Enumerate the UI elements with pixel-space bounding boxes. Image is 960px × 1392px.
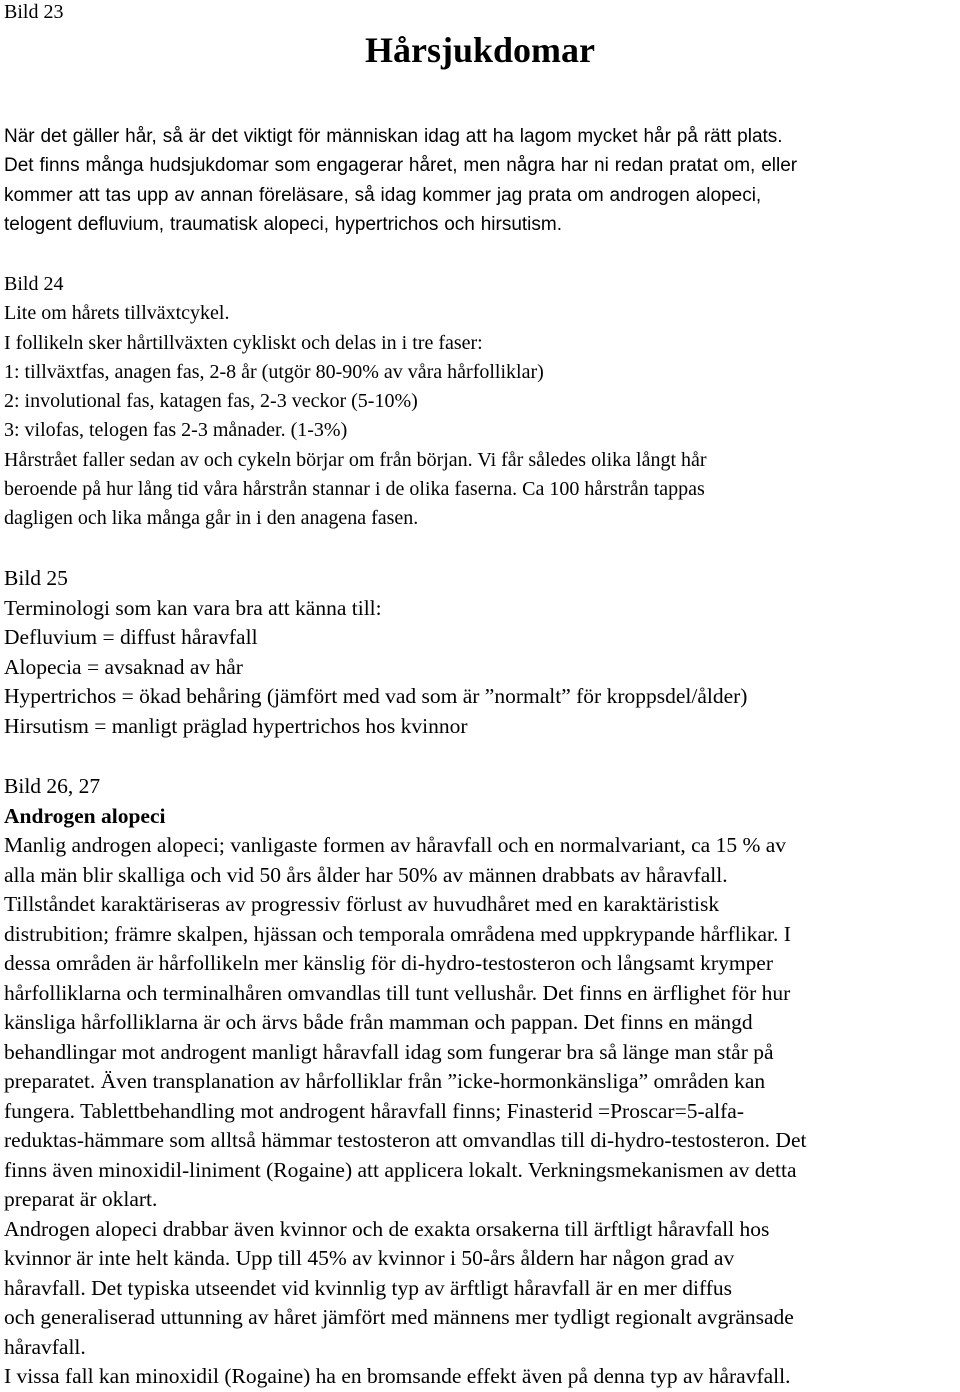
text-line: I vissa fall kan minoxidil (Rogaine) ha en bromsande effekt även på denna typ av håravfall. [4, 1364, 791, 1388]
intro-line: kommer att tas upp av annan föreläsare, så idag kommer jag prata om androgen alopeci, [4, 184, 762, 206]
text-line: Hårstrået faller sedan av och cykeln börjar om från början. Vi får således olika långt hår [4, 448, 707, 471]
text-line: preparatet. Även transplanation av hårfolliklar från ”icke-hormonkänsliga” områden kan [4, 1069, 766, 1093]
section-label: Bild 24 [4, 273, 64, 295]
text-line: preparat är oklart. [4, 1187, 158, 1211]
text-line: fungera. Tablettbehandling mot androgent håravfall finns; Finasterid =Proscar=5-alfa- [4, 1098, 744, 1123]
intro-line: Det finns många hudsjukdomar som engagerar håret, men några har ni redan pratat om, eller [4, 155, 798, 177]
text-line: kvinnor är inte helt kända. Upp till 45% av kvinnor i 50-års åldern har någon grad av [4, 1246, 735, 1270]
text-line: distrubition; främre skalpen, hjässan och temporala områdena med uppkrypande hårflikar. I [4, 921, 791, 946]
text-line: håravfall. [4, 1334, 86, 1359]
section-hair-growth-cycle [4, 270, 956, 534]
text-line: och generaliserad uttunning av håret jämfört med männens mer tydligt regionalt avgränsade [4, 1305, 794, 1329]
text-line: finns även minoxidil-liniment (Rogaine) att applicera lokalt. Verkningsmekanismen av detta [4, 1157, 797, 1182]
text-line: reduktas-hämmare som alltså hämmar testosteron att omvandlas till di-hydro-testosteron. Det [4, 1128, 807, 1152]
text-line: Terminologi som kan vara bra att känna till: [4, 595, 382, 620]
text-line: behandlingar mot androgent manligt håravfall idag som fungerar bra så länge man står på [4, 1039, 774, 1064]
text-line: I follikeln sker hårtillväxten cykliskt och delas in i tre faser: [4, 331, 483, 354]
intro-line: När det gäller hår, så är det viktigt för människan idag att ha lagom mycket hår på rätt plats. [4, 126, 783, 147]
text-line: dagligen och lika många går in i den anagena fasen. [4, 507, 419, 530]
text-line: Defluvium = diffust håravfall [4, 625, 258, 649]
page-title: Hårsjukdomar [364, 30, 595, 70]
intro-paragraph [4, 122, 956, 240]
text-line: beroende på hur lång tid våra hårstrån stannar i de olika faserna. Ca 100 hårstrån tappas [4, 478, 705, 501]
section-label: Bild 25 [4, 566, 68, 590]
section-androgenic-alopecia [4, 772, 956, 1392]
text-line: 2: involutional fas, katagen fas, 2-3 veckor (5-10%) [4, 390, 418, 413]
text-line: alla män blir skalliga och vid 50 års ålder har 50% av männen drabbats av håravfall. [4, 862, 728, 887]
text-line: Alopecia = avsaknad av hår [4, 654, 243, 679]
text-line: håravfall. Det typiska utseendet vid kvinnlig typ av ärftligt håravfall är en mer diffus [4, 1275, 732, 1300]
text-line: Androgen alopeci drabbar även kvinnor och de exakta orsakerna till ärftligt håravfall hos [4, 1216, 770, 1241]
text-line: Lite om hårets tillväxtcykel. [4, 302, 230, 325]
text-line: 1: tillväxtfas, anagen fas, 2-8 år (utgör 80-90% av våra hårfolliklar) [4, 360, 544, 383]
text-line: dessa områden är hårfollikeln mer känslig för di-hydro-testosteron och långsamt krymper [4, 951, 773, 975]
intro-line: telogent defluvium, traumatisk alopeci, hypertrichos och hirsutism. [4, 214, 563, 236]
text-line: Tillståndet karaktäriseras av progressiv förlust av huvudhåret med en karaktäristisk [4, 892, 720, 916]
slide-label: Bild 23 [4, 1, 64, 23]
text-line: Hirsutism = manligt präglad hypertrichos hos kvinnor [4, 713, 468, 738]
text-line: Manlig androgen alopeci; vanligaste formen av håravfall och en normalvariant, ca 15 % av [4, 833, 787, 857]
section-label: Bild 26, 27 [4, 774, 101, 798]
text-line: hårfolliklarna och terminalhåren omvandlas till tunt vellushår. Det finns en ärflighet för hur [4, 980, 791, 1005]
section-terminology [4, 564, 956, 741]
text-line: känsliga hårfolliklarna är och ärvs både från mamman och pappan. Det finns en mängd [4, 1010, 753, 1034]
text-line: 3: vilofas, telogen fas 2-3 månader. (1-3%) [4, 419, 348, 442]
text-line: Hypertrichos = ökad behåring (jämfört med vad som är ”normalt” för kroppsdel/ålder) [4, 684, 748, 708]
section-heading: Androgen alopeci [4, 803, 166, 828]
